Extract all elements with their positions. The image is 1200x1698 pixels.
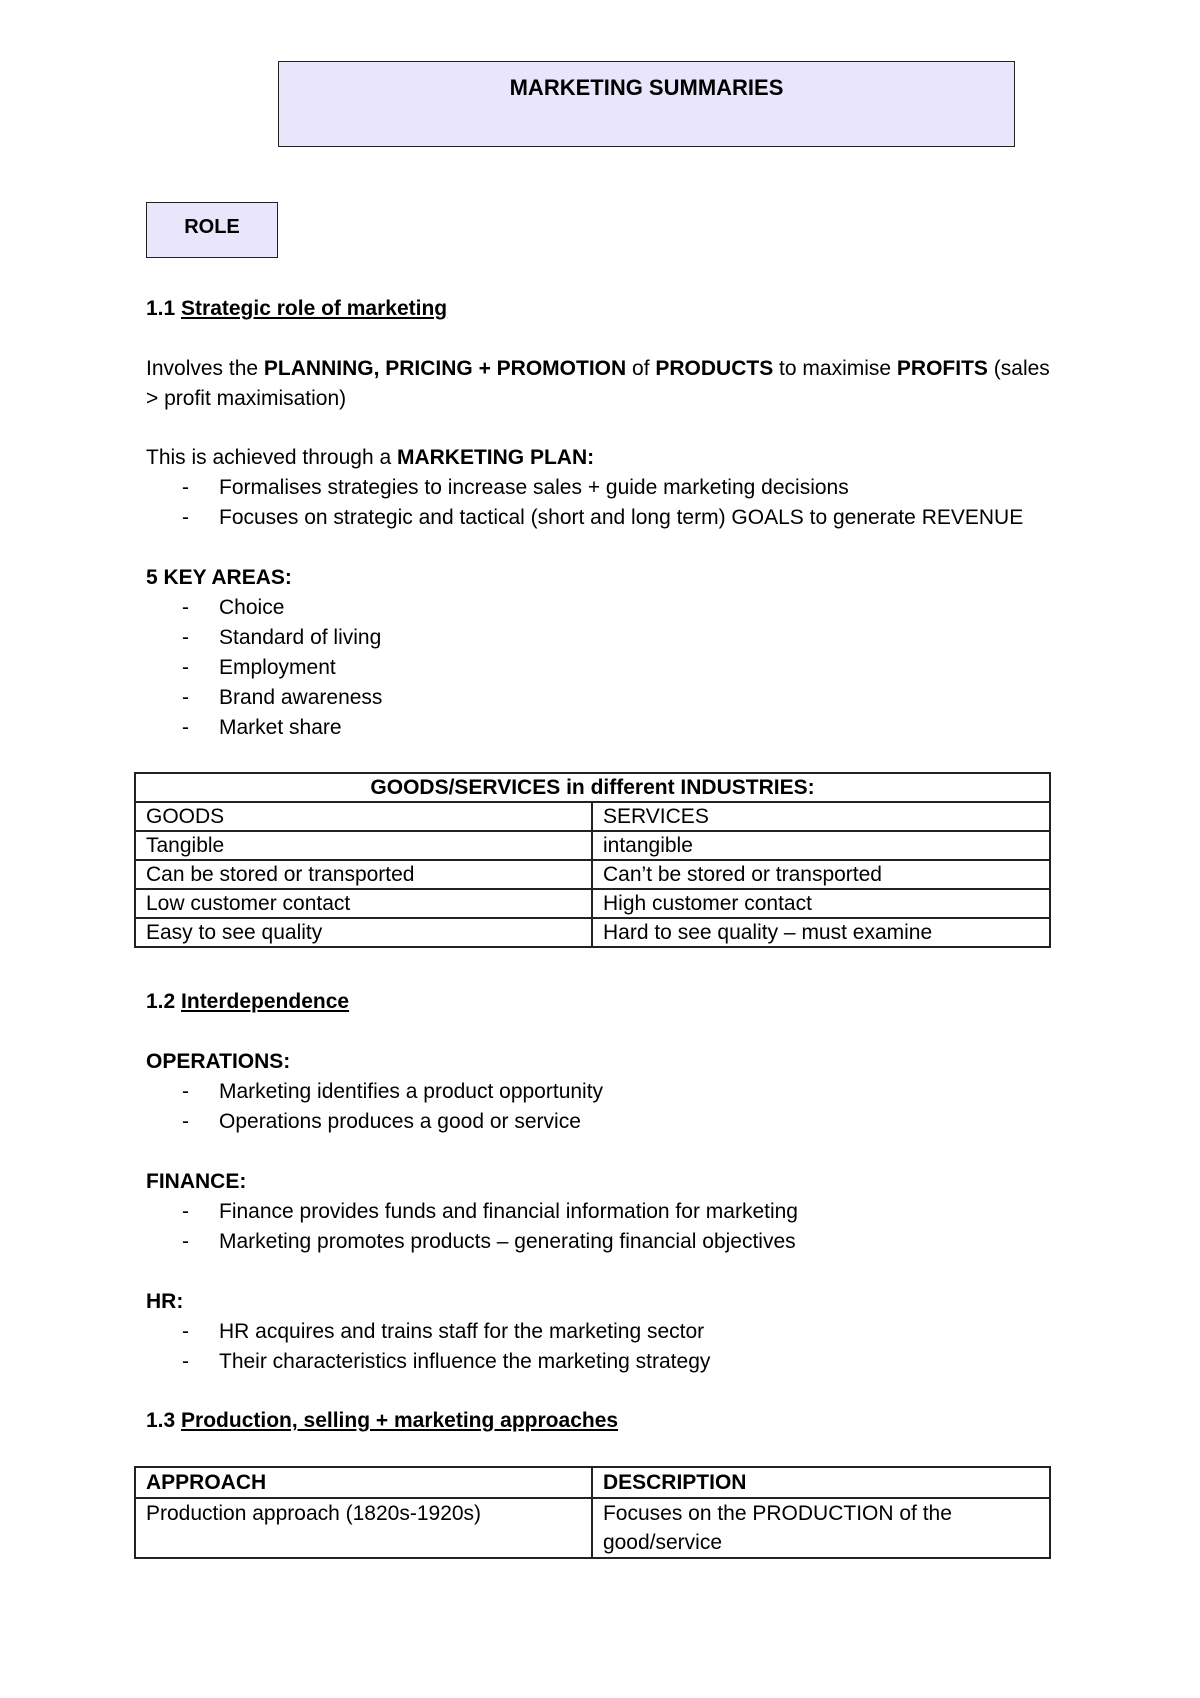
section-title: Interdependence [181, 990, 350, 1013]
bullet-dash: - [182, 716, 189, 739]
section-number: 1.3 [146, 1409, 182, 1432]
cell-line: good/service [602, 1531, 723, 1554]
document-title: MARKETING SUMMARIES [509, 75, 784, 100]
goods-services-table [134, 772, 1051, 948]
text-run: to maximise [773, 357, 897, 380]
bullet-dash: - [182, 1080, 189, 1103]
bullet-dash: - [182, 686, 189, 709]
section-title: Production, selling + marketing approaches [181, 1409, 619, 1432]
paragraph-line [146, 443, 594, 473]
table-cell: High customer contact [592, 889, 1050, 918]
bold-run: PRODUCTS [655, 357, 774, 380]
table-cell [592, 1498, 1050, 1558]
table-cell: Low customer contact [135, 889, 592, 918]
table-title: GOODS/SERVICES in different INDUSTRIES: [135, 773, 1050, 802]
list-item-text: Choice [219, 596, 285, 619]
paragraph-line [146, 354, 1050, 384]
list-item-text: Marketing promotes products – generating financial objectives [219, 1230, 796, 1253]
table-cell: Production approach (1820s-1920s) [135, 1498, 592, 1558]
bullet-dash: - [182, 476, 189, 499]
table-cell: Tangible [135, 831, 592, 860]
bullet-dash: - [182, 1200, 189, 1223]
key-areas-heading: 5 KEY AREAS: [146, 566, 292, 589]
text-run: This is achieved through a [146, 446, 397, 469]
table-row [135, 802, 1050, 831]
list-item-text: Market share [219, 716, 342, 739]
section-1-2-heading [146, 987, 349, 1017]
list-item-text: HR acquires and trains staff for the marketing sector [219, 1320, 705, 1343]
text-run: (sales [987, 357, 1050, 380]
table-header-row [135, 1467, 1050, 1498]
section-tag-box [146, 202, 278, 258]
section-number: 1.2 [146, 990, 182, 1013]
text-run: Involves the [146, 357, 264, 380]
table-row [135, 1498, 1050, 1558]
list-item-text: Marketing identifies a product opportunity [219, 1080, 604, 1103]
column-header-approach: APPROACH [135, 1467, 592, 1498]
bullet-dash: - [182, 1230, 189, 1253]
table-title-row [135, 773, 1050, 802]
bullet-dash: - [182, 656, 189, 679]
table-row [135, 831, 1050, 860]
list-item-text: Brand awareness [219, 686, 383, 709]
section-number: 1.1 [146, 297, 182, 320]
cell-line: Focuses on the PRODUCTION of the [602, 1502, 952, 1525]
section-1-1-heading [146, 294, 447, 324]
bullet-dash: - [182, 596, 189, 619]
document-title-box [278, 61, 1015, 147]
bullet-dash: - [182, 626, 189, 649]
table-cell: Can be stored or transported [135, 860, 592, 889]
table-row [135, 889, 1050, 918]
text-run: of [626, 357, 656, 380]
bold-run: PLANNING, PRICING + PROMOTION [263, 357, 627, 380]
list-item-text: Standard of living [219, 626, 382, 649]
section-1-3-heading [146, 1406, 618, 1436]
list-item-text: Focuses on strategic and tactical (short and long term) GOALS to generate REVENUE [219, 506, 1024, 529]
column-header-description: DESCRIPTION [592, 1467, 1050, 1498]
table-row [135, 918, 1050, 947]
table-cell: Easy to see quality [135, 918, 592, 947]
paragraph-line: > profit maximisation) [146, 387, 347, 410]
list-item-text: Operations produces a good or service [219, 1110, 581, 1133]
table-cell: Hard to see quality – must examine [592, 918, 1050, 947]
list-item-text: Their characteristics influence the marketing strategy [219, 1350, 711, 1373]
table-cell: intangible [592, 831, 1050, 860]
bullet-dash: - [182, 506, 189, 529]
bullet-dash: - [182, 1350, 189, 1373]
bold-run: PROFITS [896, 357, 988, 380]
table-cell: Can’t be stored or transported [592, 860, 1050, 889]
section-title: Strategic role of marketing [181, 297, 448, 320]
list-item-text: Formalises strategies to increase sales + guide marketing decisions [219, 476, 849, 499]
list-item-text: Finance provides funds and financial information for marketing [219, 1200, 798, 1223]
table-cell: SERVICES [592, 802, 1050, 831]
table-row [135, 860, 1050, 889]
bold-run: MARKETING PLAN: [396, 446, 595, 469]
bullet-dash: - [182, 1320, 189, 1343]
table-cell: GOODS [135, 802, 592, 831]
finance-heading: FINANCE: [146, 1170, 247, 1193]
hr-heading: HR: [146, 1290, 184, 1313]
operations-heading: OPERATIONS: [146, 1050, 291, 1073]
section-tag: ROLE [184, 216, 240, 238]
list-item-text: Employment [219, 656, 336, 679]
bullet-dash: - [182, 1110, 189, 1133]
approaches-table [134, 1466, 1051, 1559]
